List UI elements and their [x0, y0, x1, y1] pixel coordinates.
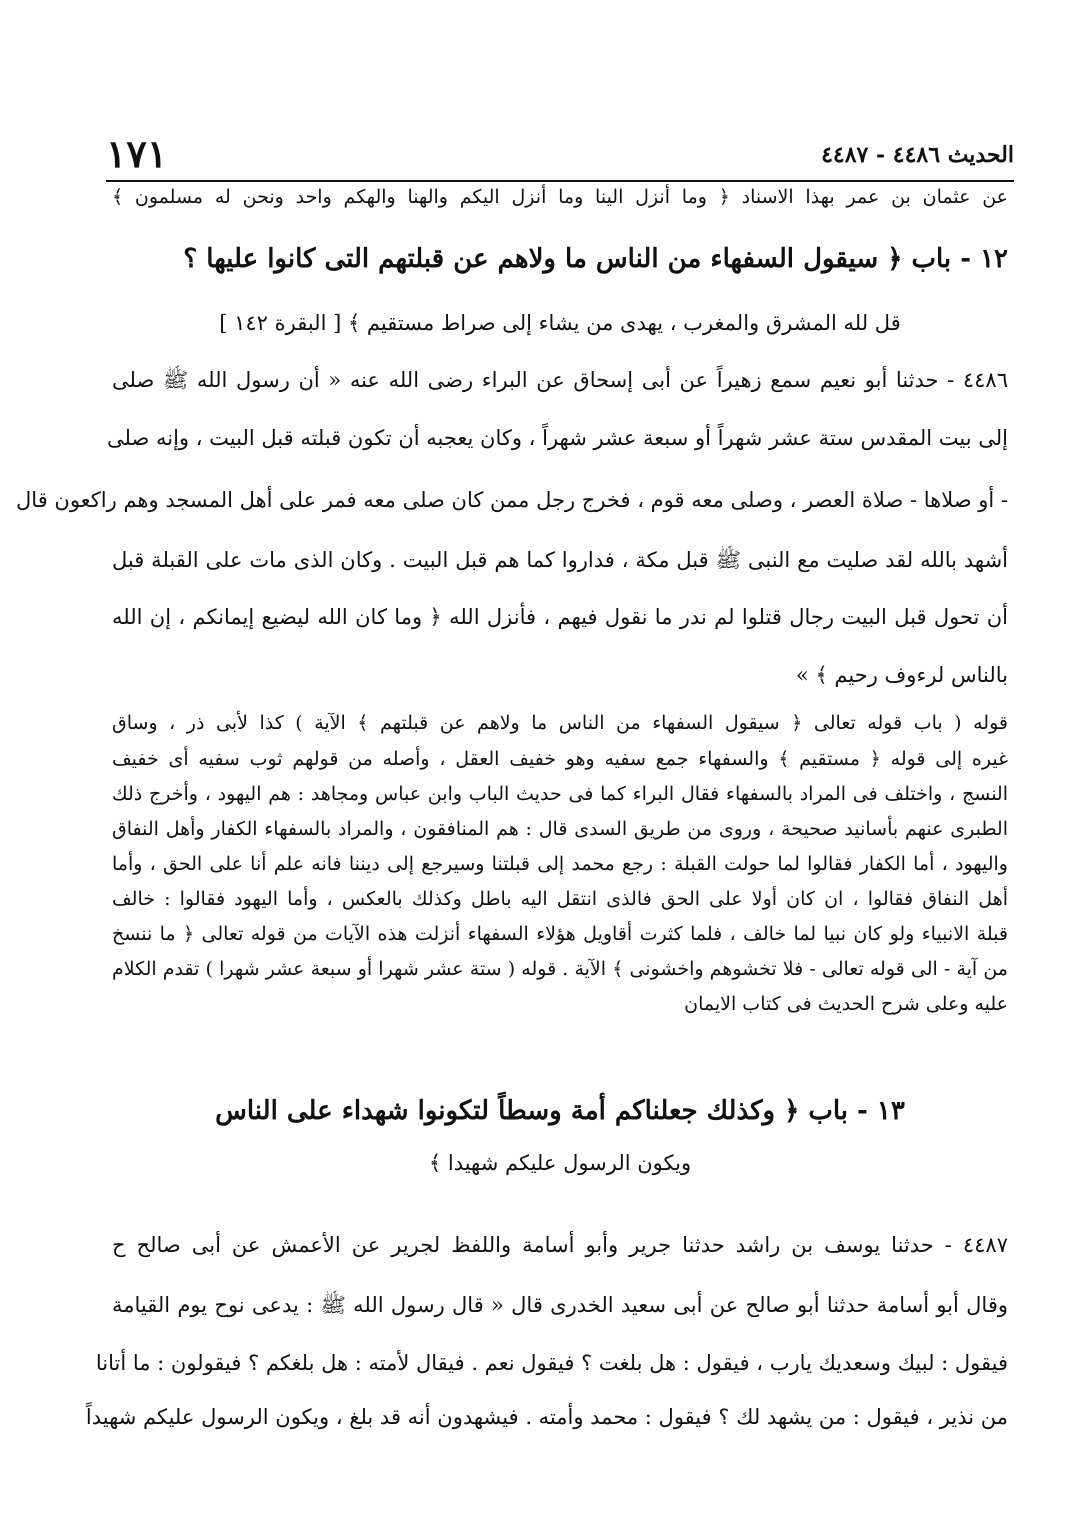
hadith-4487-line: فيقول : لبيك وسعديك يارب ، فيقول : هل بلغت ؟ فيقول نعم . فيقال لأمته : هل بلغكم ؟ فيقولون : ما أتانا — [95, 1351, 1008, 1375]
commentary-line: غيره إلى قوله ﴿ مستقيم ﴾ والسفهاء جمع سفيه وهو خفيف العقل ، وأصله من قولهم ثوب سفيه أى خفيف — [112, 748, 1009, 770]
page-number: ١٧١ — [106, 131, 168, 176]
hadith-4486-line: إلى بيت المقدس ستة عشر شهراً أو سبعة عشر شهراً ، وكان يعجبه أن تكون قبلته قبل البيت ، وإنه صلى — [107, 426, 1008, 450]
commentary-line: النسج ، واختلف فى المراد بالسفهاء فقال البراء كما فى حديث الباب وابن عباس ومجاهد : هم اليهود ، وأخرج ذلك — [112, 783, 1008, 805]
hadith-4486-line: بالناس لرءوف رحيم ﴾ » — [795, 663, 1008, 687]
commentary-line: الطبرى عنهم بأسانيد صحيحة ، وروى من طريق السدى قال : هم المنافقون ، والمراد بالسفهاء الكفار وأهل النفاق — [112, 818, 1008, 840]
hadith-4486-line: - أو صلاها - صلاة العصر ، وصلى معه قوم ، فخرج رجل ممن كان صلى معه فمر على أهل المسجد وهم راكعون قال — [16, 488, 1008, 512]
chapter-heading-12: ١٢ - باب ﴿ سيقول السفهاء من الناس ما ولاهم عن قبلتهم التى كانوا عليها ؟ — [183, 244, 1008, 274]
hadith-4486-line: أن تحول قبل البيت رجال قتلوا لم ندر ما نقول فيهم ، فأنزل الله ﴿ وما كان الله ليضيع إيمانكم ، إن الله — [112, 605, 1008, 629]
commentary-line: قبلة الانبياء ولو كان نبيا لما خالف ، فلما كثرت أقاويل هؤلاء السفهاء أنزلت هذه الآيات من قوله تعالى ﴿ ما ننسخ — [112, 923, 1008, 945]
commentary-line: أهل النفاق فقالوا ، ان كان أولا على الحق فالذى انتقل اليه باطل وكذلك بالعكس ، وأما اليهود فقالوا : خالف — [112, 888, 1008, 910]
hadith-4487-line: وقال أبو أسامة حدثنا أبو صالح عن أبى سعيد الخدرى قال « قال رسول الله ﷺ : يدعى نوح يوم القيامة — [112, 1293, 1008, 1317]
verse-line: قل لله المشرق والمغرب ، يهدى من يشاء إلى صراط مستقيم ﴾ [ البقرة ١٤٢ ] — [219, 311, 901, 335]
hadith-4486-line: ٤٤٨٦ - حدثنا أبو نعيم سمع زهيراً عن أبى إسحاق عن البراء رضى الله عنه « أن رسول الله ﷺ صلى — [112, 368, 1008, 392]
commentary-line: عليه وعلى شرح الحديث فى كتاب الايمان — [684, 993, 1008, 1015]
running-title: الحديث ٤٤٨٦ - ٤٤٨٧ — [821, 142, 1014, 168]
chapter-heading-13: ١٣ - باب ﴿ وكذلك جعلناكم أمة وسطاً لتكونوا شهداء على الناس — [215, 1096, 905, 1126]
hadith-4486-line: أشهد بالله لقد صليت مع النبى ﷺ قبل مكة ، فداروا كما هم قبل البيت . وكان الذى مات على القبلة قبل — [112, 548, 1008, 572]
commentary-line: قوله ( باب قوله تعالى ﴿ سيقول السفهاء من الناس ما ولاهم عن قبلتهم ﴾ الآية ) كذا لأبى ذر ، وساق — [112, 712, 1008, 734]
hadith-4487-line: من نذير ، فيقول : من يشهد لك ؟ فيقول : محمد وأمته . فيشهدون أنه قد بلغ ، ويكون الرسول عليكم شهيداً — [85, 1405, 1008, 1429]
page-header — [106, 110, 1014, 182]
hadith-4487-line: ٤٤٨٧ - حدثنا يوسف بن راشد حدثنا جرير وأبو أسامة واللفظ لجرير عن الأعمش عن أبى صالح ح — [112, 1233, 1008, 1257]
text-line: عن عثمان بن عمر بهذا الاسناد ﴿ وما أنزل الينا وما أنزل اليكم والهنا والهكم واحد ونحن له مسلمون ﴾ — [112, 186, 1008, 208]
commentary-line: واليهود ، أما الكفار فقالوا لما حولت القبلة : رجع محمد إلى قبلتنا وسيرجع إلى ديننا فانه علم أنا على الحق ، وأما — [112, 853, 1008, 875]
verse-line: ويكون الرسول عليكم شهيدا ﴾ — [428, 1151, 692, 1175]
commentary-line: من آية - الى قوله تعالى - فلا تخشوهم واخشونى ﴾ الآية . قوله ( ستة عشر شهرا أو سبعة عشر شهرا ) تقدم الكلام — [112, 958, 1008, 980]
